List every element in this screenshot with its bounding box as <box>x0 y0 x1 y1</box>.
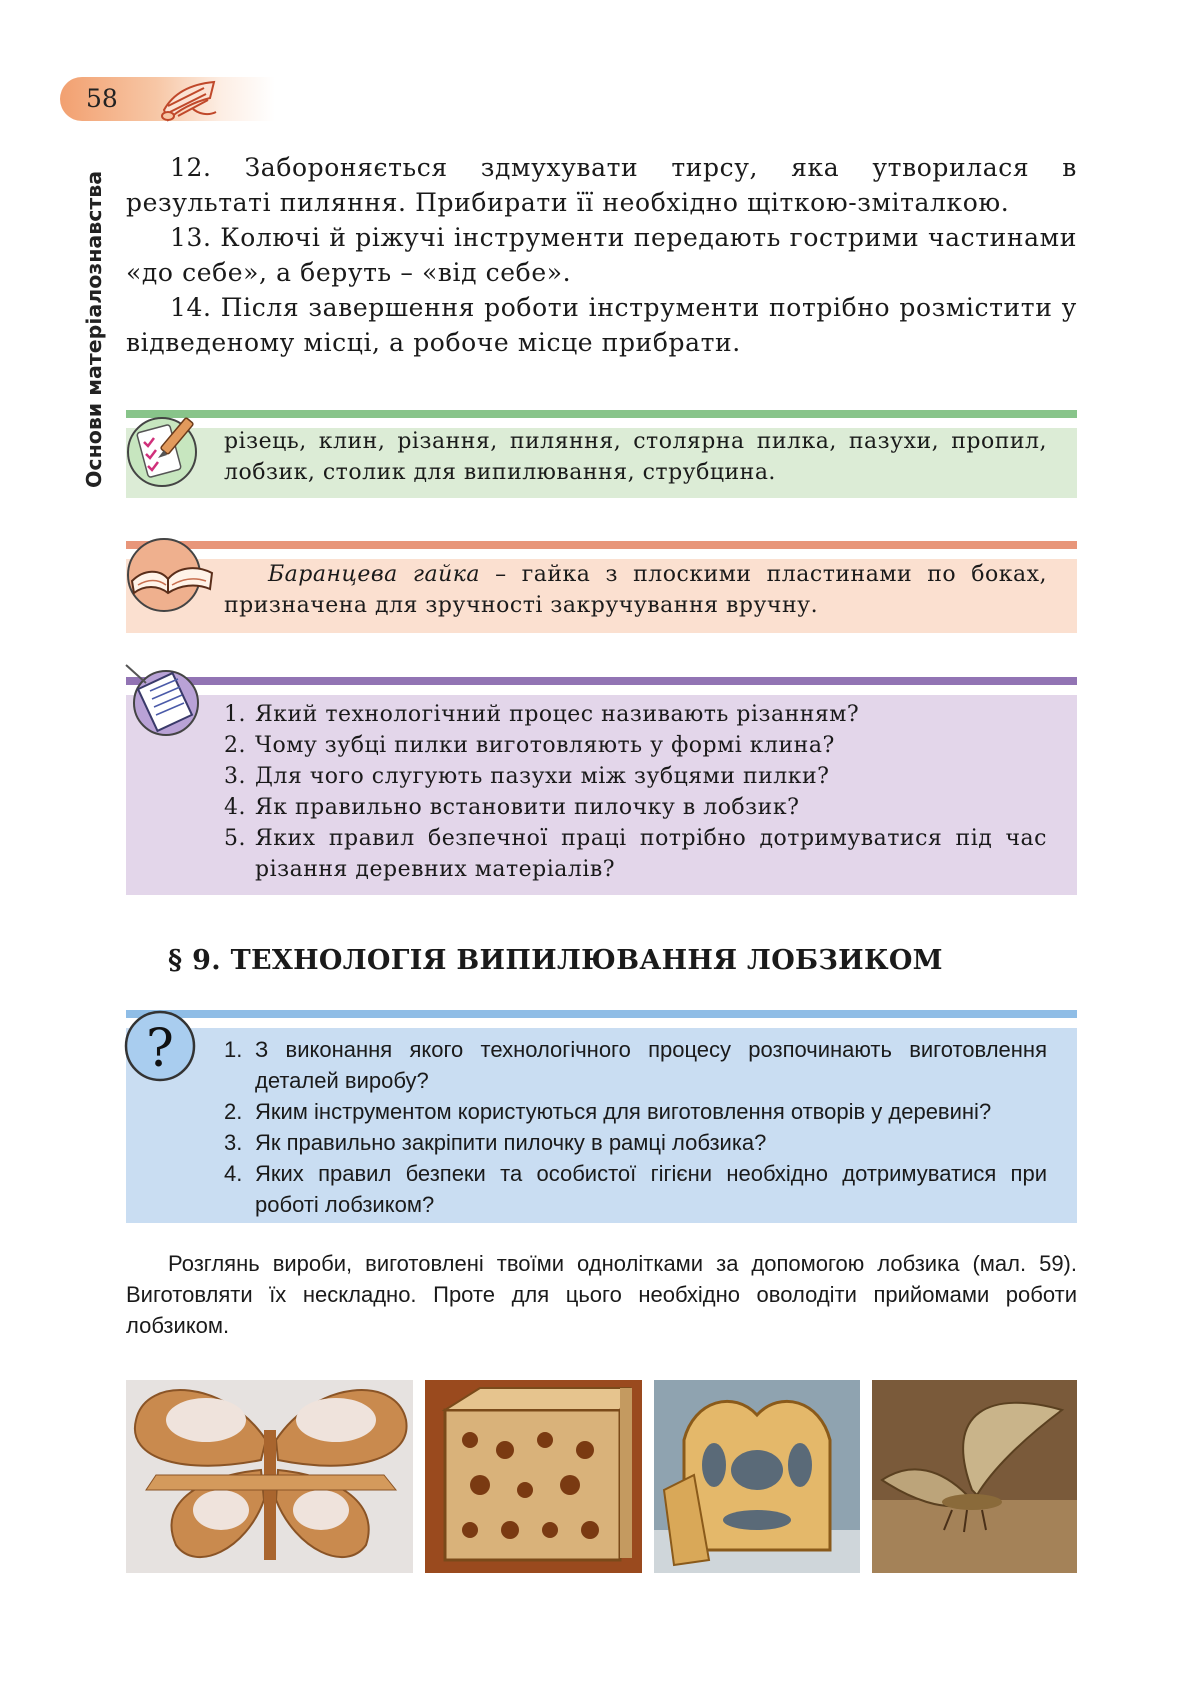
review-questions-text <box>224 699 1047 885</box>
definition-text <box>224 559 1047 621</box>
definition-bar <box>126 541 1077 549</box>
list-item: 4. Як правильно встановити пилочку в лобзик? <box>224 795 800 820</box>
list-item: 4. Яких правил безпеки та особистої гігієни необхідно дотримуватися при роботі лобзиком? <box>224 1161 1047 1217</box>
terms-bar <box>126 410 1077 418</box>
side-running-title: Основи матеріалознавства <box>82 170 106 488</box>
rule-14: 14. Після завершення роботи інструменти потрібно розмістити у відведеному місці, а робоче місце прибрати. <box>126 293 1077 357</box>
rule-13: 13. Колючі й ріжучі інструменти передають гострими частинами «до себе», а беруть – «від себе». <box>126 223 1077 287</box>
body-paragraph <box>126 1248 1077 1341</box>
section-title: § 9. ТЕХНОЛОГІЯ ВИПИЛЮВАННЯ ЛОБЗИКОМ <box>168 945 943 976</box>
rule-12: 12. Забороняється здмухувати тирсу, яка утворилася в результаті пиляння. Прибирати її необхідно щіткою-зміталкою. <box>126 153 1077 217</box>
definition-term: Баранцева гайка <box>268 562 481 587</box>
key-terms-text: різець, клин, різання, пиляння, столярна пилка, пазухи, пропил, лобзик, столик для випилювання, струбцина. <box>224 429 1047 485</box>
fretwork-box-photo <box>425 1380 642 1573</box>
body-text: Розглянь вироби, виготовлені твоїми однолітками за допомогою лобзика (мал. 59). Виготовляти їх нескладно. Проте для цього необхідно оволодіти прийомами роботи лобзиком. <box>126 1251 1077 1338</box>
intro-questions-text <box>224 1034 1047 1220</box>
open-book-icon <box>120 529 220 619</box>
notepad-icon <box>120 661 216 743</box>
safety-rules <box>126 150 1077 360</box>
list-item: 3. Як правильно закріпити пилочку в рамці лобзика? <box>224 1130 767 1155</box>
question-mark-icon <box>120 1006 202 1088</box>
checklist-pencil-icon <box>120 410 214 490</box>
list-item: 1. З виконання якого технологічного процесу розпочинають виготовлення деталей виробу? <box>224 1037 1047 1093</box>
page-number: 58 <box>86 84 118 113</box>
list-item: 3. Для чого слугують пазухи між зубцями пилки? <box>224 764 830 789</box>
intro-questions-box <box>126 1010 1077 1223</box>
key-terms-box <box>126 410 1077 500</box>
review-questions-box <box>126 677 1077 895</box>
butterfly-shelf-photo <box>126 1380 413 1573</box>
list-item: 2. Чому зубці пилки виготовляють у формі клина? <box>224 733 835 758</box>
intro-bar <box>126 1010 1077 1018</box>
fretwork-napkin-holder-photo <box>654 1380 860 1573</box>
svg-text:?: ? <box>146 1019 174 1079</box>
definition-box <box>126 541 1077 635</box>
list-item: 2. Яким інструментом користуються для виготовлення отворів у деревині? <box>224 1099 992 1124</box>
butterfly-figurine-photo <box>872 1380 1077 1573</box>
list-item: 1. Який технологічний процес називають різанням? <box>224 702 860 727</box>
rolled-paper-icon <box>158 76 220 124</box>
list-item: 5. Яких правил безпечної праці потрібно дотримуватися під час різання деревних матеріалів? <box>224 826 1047 882</box>
review-bar <box>126 677 1077 685</box>
definition-body: – гайка з плоскими пластинами по боках, призначена для зручності закручування вручну. <box>224 562 1047 618</box>
